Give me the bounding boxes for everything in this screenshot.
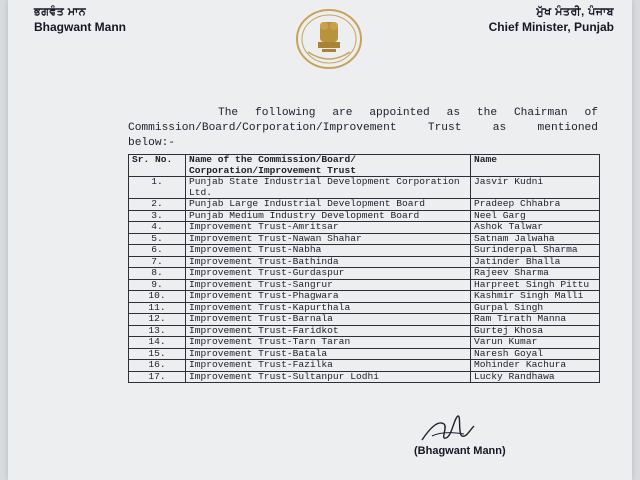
- intro-word: mentioned: [537, 122, 598, 134]
- table-row: [129, 337, 600, 349]
- header-sr-no: Sr. No.: [129, 155, 186, 177]
- row-commission: Improvement Trust-Barnala: [186, 314, 471, 326]
- table-row: [129, 314, 600, 326]
- row-name: Satnam Jalwaha: [471, 233, 600, 245]
- office-title-english: Chief Minister, Punjab: [488, 20, 614, 34]
- intro-word: The: [218, 107, 239, 119]
- appointments-table: [128, 154, 600, 383]
- sender-header: [34, 6, 126, 34]
- intro-word: Chairman: [513, 107, 568, 119]
- row-sr: 7.: [129, 256, 186, 268]
- intro-word: Commission/Board/Corporation/Improvement: [128, 122, 397, 134]
- table-row: [129, 291, 600, 303]
- table-row: [129, 302, 600, 314]
- intro-line-1: [128, 106, 598, 121]
- table-row: [129, 210, 600, 222]
- row-sr: 14.: [129, 337, 186, 349]
- row-commission: Improvement Trust-Fazilka: [186, 360, 471, 372]
- row-sr: 13.: [129, 325, 186, 337]
- row-name: Gurpal Singh: [471, 302, 600, 314]
- intro-word: the: [476, 107, 498, 119]
- row-commission: Improvement Trust-Sultanpur Lodhi: [186, 371, 471, 383]
- row-commission: Punjab Medium Industry Development Board: [186, 210, 471, 222]
- row-commission: Improvement Trust-Sangrur: [186, 279, 471, 291]
- row-sr: 15.: [129, 348, 186, 360]
- row-name: Ram Tirath Manna: [471, 314, 600, 326]
- table-row: [129, 245, 600, 257]
- row-commission: Improvement Trust-Gurdaspur: [186, 268, 471, 280]
- intro-word: Trust: [427, 122, 462, 134]
- letter-page: [8, 0, 632, 480]
- table-row: [129, 233, 600, 245]
- row-commission: Punjab Large Industrial Development Board: [186, 199, 471, 211]
- office-header: [489, 6, 614, 34]
- row-name: Mohinder Kachura: [471, 360, 600, 372]
- row-sr: 16.: [129, 360, 186, 372]
- row-name: Varun Kumar: [471, 337, 600, 349]
- row-commission: Improvement Trust-Nabha: [186, 245, 471, 257]
- intro-line-2: [128, 121, 598, 136]
- signatory-name: (Bhagwant Mann): [414, 445, 506, 457]
- row-commission: Improvement Trust-Phagwara: [186, 291, 471, 303]
- row-name: Lucky Randhawa: [471, 371, 600, 383]
- table-row: [129, 371, 600, 383]
- header-name: Name: [471, 155, 600, 177]
- row-sr: 4.: [129, 222, 186, 234]
- intro-word: as: [492, 122, 507, 134]
- intro-word: appointed: [369, 107, 430, 119]
- sender-name-english: Bhagwant Mann: [34, 20, 126, 34]
- table-row: [129, 360, 600, 372]
- row-name: Neel Garg: [471, 210, 600, 222]
- intro-word: of: [584, 107, 598, 119]
- row-sr: 12.: [129, 314, 186, 326]
- row-commission: Improvement Trust-Batala: [186, 348, 471, 360]
- row-sr: 2.: [129, 199, 186, 211]
- table-row: [129, 177, 600, 199]
- table-row: [129, 279, 600, 291]
- row-commission: Improvement Trust-Nawan Shahar: [186, 233, 471, 245]
- table-row: [129, 325, 600, 337]
- row-name: Naresh Goyal: [471, 348, 600, 360]
- sender-name-punjabi: ਭਗਵੰਤ ਮਾਨ: [34, 6, 87, 18]
- row-name: Surinderpal Sharma: [471, 245, 600, 257]
- row-sr: 17.: [129, 371, 186, 383]
- state-emblem-icon: [294, 8, 364, 70]
- table-row: [129, 199, 600, 211]
- table-header-row: [129, 155, 600, 177]
- header-commission: Name of the Commission/Board/ Corporation/Improvement Trust: [186, 155, 471, 177]
- row-name: Harpreet Singh Pittu: [471, 279, 600, 291]
- row-sr: 3.: [129, 210, 186, 222]
- intro-line-3: below:-: [128, 137, 175, 149]
- row-name: Jasvir Kudni: [471, 177, 600, 199]
- row-name: Kashmir Singh Malli: [471, 291, 600, 303]
- row-sr: 9.: [129, 279, 186, 291]
- table-row: [129, 268, 600, 280]
- row-sr: 8.: [129, 268, 186, 280]
- intro-word: are: [332, 107, 353, 119]
- signature-icon: [418, 410, 478, 450]
- row-commission: Improvement Trust-Amritsar: [186, 222, 471, 234]
- row-name: Pradeep Chhabra: [471, 199, 600, 211]
- row-commission: Improvement Trust-Faridkot: [186, 325, 471, 337]
- table-row: [129, 222, 600, 234]
- row-sr: 10.: [129, 291, 186, 303]
- intro-paragraph: [128, 106, 598, 151]
- row-sr: 6.: [129, 245, 186, 257]
- table-row: [129, 256, 600, 268]
- intro-word: following: [255, 107, 316, 119]
- row-sr: 5.: [129, 233, 186, 245]
- intro-word: as: [446, 107, 461, 119]
- row-sr: 11.: [129, 302, 186, 314]
- row-name: Jatinder Bhalla: [471, 256, 600, 268]
- row-commission: Improvement Trust-Tarn Taran: [186, 337, 471, 349]
- row-sr: 1.: [129, 177, 186, 199]
- row-commission: Improvement Trust-Bathinda: [186, 256, 471, 268]
- row-commission: Punjab State Industrial Development Corporation Ltd.: [186, 177, 471, 199]
- row-commission: Improvement Trust-Kapurthala: [186, 302, 471, 314]
- row-name: Gurtej Khosa: [471, 325, 600, 337]
- row-name: Rajeev Sharma: [471, 268, 600, 280]
- office-title-punjabi: ਮੁੱਖ ਮੰਤਰੀ, ਪੰਜਾਬ: [536, 6, 614, 18]
- table-row: [129, 348, 600, 360]
- row-name: Ashok Talwar: [471, 222, 600, 234]
